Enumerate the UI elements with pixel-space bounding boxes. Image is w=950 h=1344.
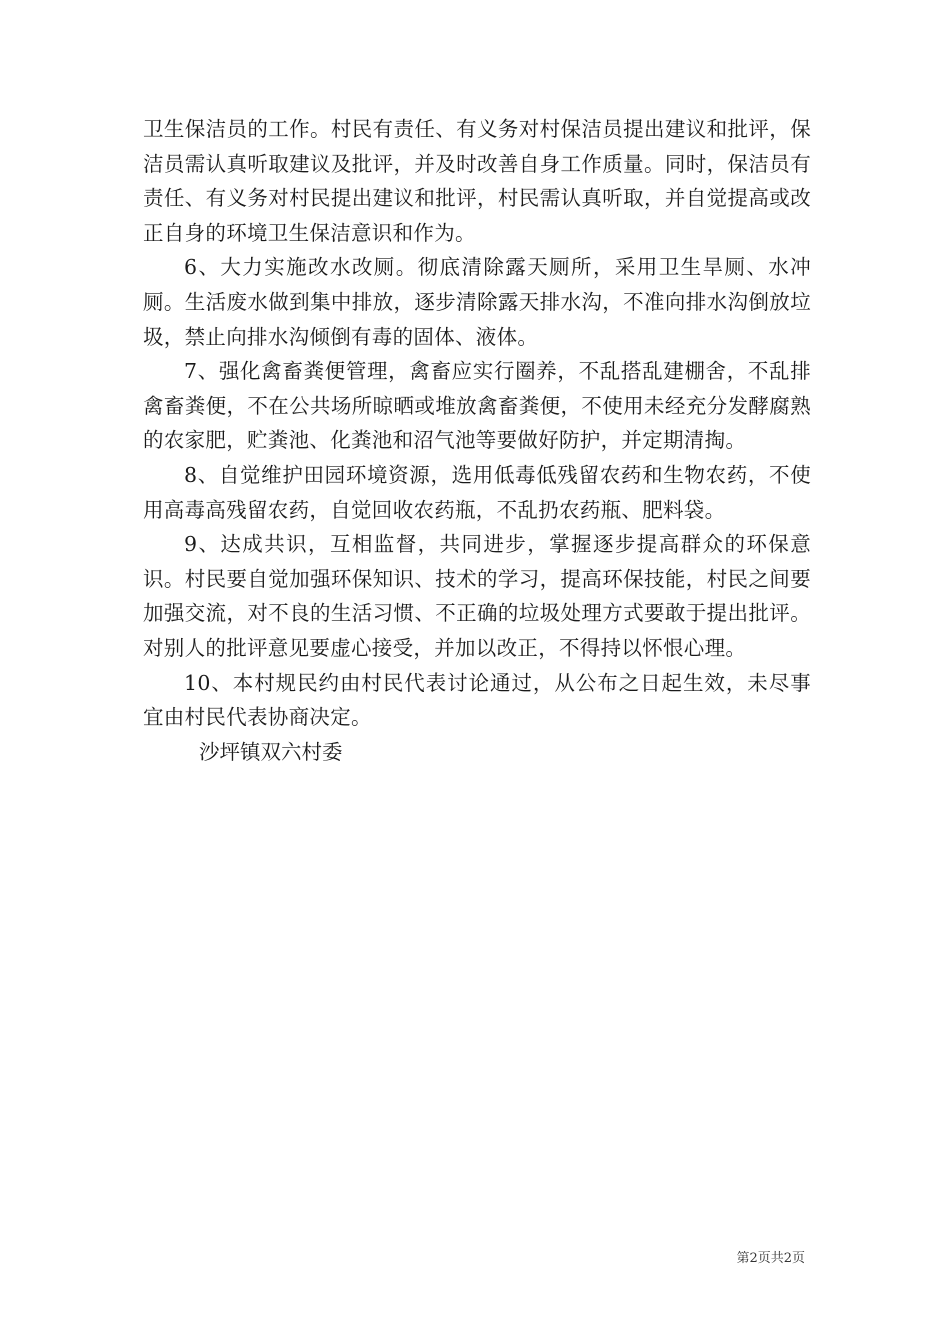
- signature: 沙坪镇双六村委: [199, 739, 343, 764]
- paragraph-item-6: 6、大力实施改水改厕。彻底清除露天厕所，采用卫生旱厕、水冲厕。生活废水做到集中排放，逐步清除露天排水沟，不准向排水沟倒放垃圾，禁止向排水沟倾倒有毒的固体、液体。: [143, 255, 811, 349]
- paragraph-item-9: 9、达成共识，互相监督，共同进步，掌握逐步提高群众的环保意识。村民要自觉加强环保知识、技术的学习，提高环保技能，村民之间要加强交流，对不良的生活习惯、不正确的垃圾处理方式要敢于提出批评。对别人的批评意见要虚心接受，并加以改正，不得持以怀恨心理。: [143, 532, 811, 660]
- paragraph-item-7: 7、强化禽畜粪便管理，禽畜应实行圈养，不乱搭乱建棚舍，不乱排禽畜粪便，不在公共场所晾晒或堆放禽畜粪便，不使用未经充分发酵腐熟的农家肥，贮粪池、化粪池和沼气池等要做好防护，并定期清掏。: [143, 359, 811, 453]
- paragraph-item-10: 10、本村规民约由村民代表讨论通过，从公布之日起生效，未尽事宜由村民代表协商决定。: [143, 670, 811, 730]
- paragraph-item-8: 8、自觉维护田园环境资源，选用低毒低残留农药和生物农药，不使用高毒高残留农药，自觉回收农药瓶，不乱扔农药瓶、肥料袋。: [143, 462, 811, 522]
- page-number-footer: 第2页共2页: [736, 1251, 805, 1266]
- paragraph-continuation: 卫生保洁员的工作。村民有责任、有义务对村保洁员提出建议和批评，保洁员需认真听取建议及批评，并及时改善自身工作质量。同时，保洁员有责任、有义务对村民提出建议和批评，村民需认真听取，并自觉提高或改正自身的环境卫生保洁意识和作为。: [143, 117, 811, 245]
- document-body: [143, 112, 811, 769]
